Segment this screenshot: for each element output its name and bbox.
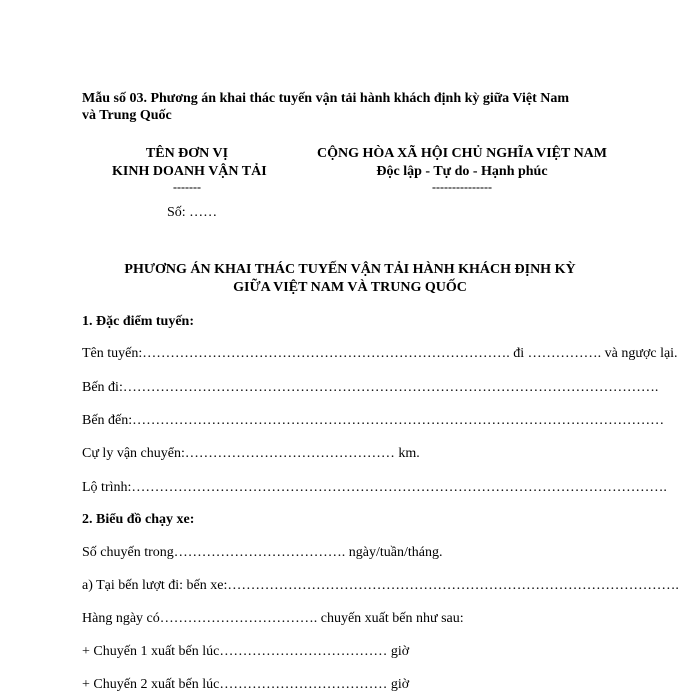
form-title-line1: Mẫu số 03. Phương án khai thác tuyến vận tải hành khách định kỳ giữa Việt Nam <box>82 91 570 106</box>
arrival-station-field: Bến đến:…………………………………………………………………………………………………… <box>82 413 665 428</box>
distance-field: Cự ly vận chuyển:……………………………………… km. <box>82 446 420 461</box>
org-name-line2: KINH DOANH VẬN TẢI <box>112 164 267 179</box>
outbound-station-field: a) Tại bến lượt đi: bến xe:……………………………………………………………………………………. <box>82 578 679 593</box>
main-title-line1: PHƯƠNG ÁN KHAI THÁC TUYẾN VẬN TẢI HÀNH KHÁCH ĐỊNH KỲ <box>124 262 576 277</box>
route-name-field: Tên tuyến:……………………………………………………………………. đi ……………. và ngược lại. <box>82 346 678 361</box>
form-title-line2: và Trung Quốc <box>82 108 172 123</box>
document-number: Số: …… <box>167 205 218 220</box>
trip-count-field: Số chuyến trong………………………………. ngày/tuần/tháng. <box>82 545 443 560</box>
org-name-line1: TÊN ĐƠN VỊ <box>145 146 229 161</box>
trip2-departure-field: + Chuyến 2 xuất bến lúc……………………………… giờ <box>82 677 410 692</box>
republic-name: CỘNG HÒA XÃ HỘI CHỦ NGHĨA VIỆT NAM <box>316 146 607 161</box>
trip1-departure-field: + Chuyến 1 xuất bến lúc……………………………… giờ <box>82 644 410 659</box>
section1-heading: 1. Đặc điểm tuyến: <box>82 314 194 329</box>
section2-heading: 2. Biểu đồ chạy xe: <box>82 512 195 527</box>
main-title-line2: GIỮA VIỆT NAM VÀ TRUNG QUỐC <box>233 280 467 295</box>
daily-trips-field: Hàng ngày có……………………………. chuyến xuất bến như sau: <box>82 611 464 626</box>
org-rule: ------- <box>173 180 201 194</box>
motto: Độc lập - Tự do - Hạnh phúc <box>376 164 548 179</box>
itinerary-field: Lộ trình:……………………………………………………………………………………………………. <box>82 480 667 495</box>
departure-station-field: Bến đi:……………………………………………………………………………………………………. <box>82 380 659 395</box>
motto-rule: --------------- <box>432 180 492 194</box>
